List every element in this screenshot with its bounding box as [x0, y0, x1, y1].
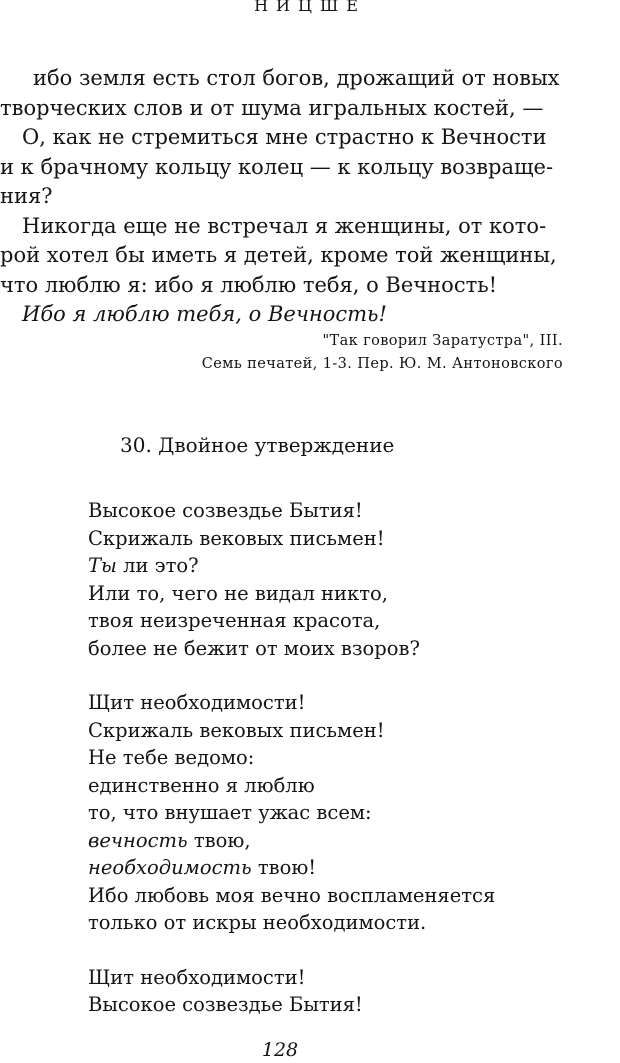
prose-line-italic: Ибо я люблю тебя, о Вечность!	[22, 302, 387, 326]
prose-line: что люблю я: ибо я люблю тебя, о Вечность!	[0, 272, 498, 297]
poem-line: Щит необходимости!	[88, 965, 306, 989]
prose-line: рой хотел бы иметь я детей, кроме той женщины,	[0, 243, 557, 267]
emphasis: необходимость	[88, 856, 252, 879]
poem-line	[88, 552, 495, 580]
citation-line: "Так говорил Заратустра", III.	[322, 333, 563, 349]
poem-line: единственно я люблю	[88, 773, 315, 797]
prose-line: и к брачному кольцу колец — к кольцу возвраще-	[0, 154, 554, 179]
emphasis: вечность	[88, 828, 188, 852]
poem-text: ли это?	[116, 554, 199, 577]
prose-line: Никогда еще не встречал я женщины, от кото-	[22, 213, 547, 238]
poem-line	[88, 854, 495, 882]
poem-line: твоя неизреченная красота,	[88, 609, 381, 632]
poem-line: Скрижаль вековых письмен!	[88, 526, 385, 550]
poem-line: то, что внушает ужас всем:	[88, 801, 372, 824]
prose-block	[0, 64, 580, 330]
poem-line: Щит необходимости!	[88, 691, 306, 714]
poem-line: только от искры необходимости.	[88, 911, 427, 934]
stanza-2	[88, 689, 495, 937]
section-title: 30. Двойное утверждение	[120, 433, 395, 457]
poem-line: более не бежит от моих взоров?	[88, 636, 420, 660]
emphasis: Ты	[88, 554, 117, 577]
running-head: НИЦШЕ	[254, 0, 366, 15]
poem-text: твою,	[187, 828, 251, 852]
poem-line: Высокое созвездье Бытия!	[88, 499, 363, 522]
citation	[202, 330, 563, 376]
poem-line: Не тебе ведомо:	[88, 746, 255, 769]
poem-line	[88, 827, 495, 855]
poem-line: Высокое созвездье Бытия!	[88, 993, 363, 1016]
poem-text: твою!	[251, 856, 317, 879]
prose-line: О, как не стремиться мне страстно к Вечности	[22, 125, 547, 149]
prose-line: творческих слов и от шума игральных костей, —	[0, 95, 544, 120]
poem-line: Или то, чего не видал никто,	[88, 581, 388, 605]
poem-line: Скрижаль вековых письмен!	[88, 718, 385, 742]
poem-line: Ибо любовь моя вечно воспламеняется	[88, 883, 496, 907]
prose-line: ния?	[0, 184, 53, 208]
page-number: 128	[261, 1039, 299, 1061]
poem	[88, 497, 495, 1046]
prose-line: ибо земля есть стол богов, дрожащий от новых	[33, 66, 560, 90]
stanza-3	[88, 964, 495, 1019]
citation-line: Семь печатей, 1-3. Пер. Ю. М. Антоновского	[201, 356, 563, 372]
stanza-1	[88, 497, 495, 662]
